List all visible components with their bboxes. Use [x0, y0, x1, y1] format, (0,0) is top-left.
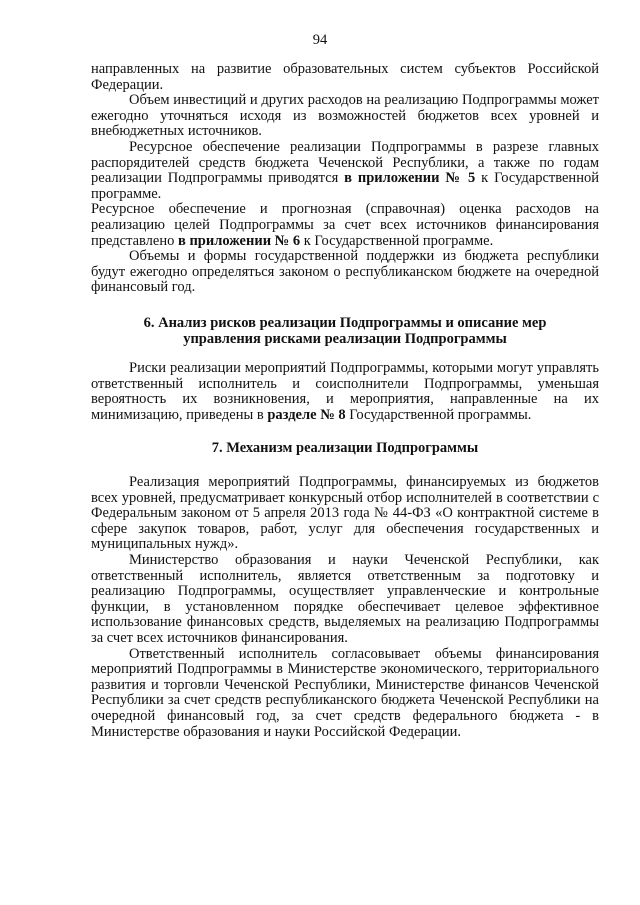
page-number: 94	[312, 32, 328, 48]
paragraph-3-text-a: Ресурсное обеспечение реализации Подпрограммы в разрезе главных распорядителей средств бюджета Чеченской Республики, а также по годам реализации Подпрограммы приводятся	[91, 138, 599, 187]
paragraph-8: Министерство образования и науки Чеченской Республики, как ответственный исполнитель, является ответственным за подготовку и реализацию Подпрограммы, осуществляет управленческие и контрольные функции, в установленном порядке обеспечивает целевое эффективное использование финансовых средств, выделяемых на реализацию Подпрограммы за счет всех источников финансирования.	[91, 552, 599, 646]
paragraph-9: Ответственный исполнитель согласовывает объемы финансирования мероприятий Подпрограммы в Министерстве экономического, территориального развития и торговли Чеченской Республики, Министерстве финансов Чеченской Республики за счет средств республиканского бюджета Чеченской Республики на очередной финансовый год, за счет средств федерального бюджета - в Министерстве образования и науки Российской Федерации.	[91, 645, 599, 740]
section-6-heading-line-2: управления рисками реализации Подпрограммы	[183, 330, 507, 347]
section-6-heading-line-1: 6. Анализ рисков реализации Подпрограммы и описание мер	[143, 314, 547, 331]
paragraph-6	[91, 361, 599, 423]
paragraph-1: направленных на развитие образовательных систем субъектов Российской Федерации.	[91, 61, 599, 93]
paragraph-4-text-c: к Государственной программе.	[300, 232, 494, 249]
appendix-5-reference: в приложении № 5	[344, 170, 476, 187]
section-6-heading	[91, 316, 599, 347]
paragraph-6-text-c: Государственной программы.	[345, 406, 532, 423]
paragraph-4	[91, 202, 599, 249]
paragraph-3	[91, 140, 599, 202]
section-7-heading: 7. Механизм реализации Подпрограммы	[211, 440, 479, 457]
paragraph-6-text-a: Риски реализации мероприятий Подпрограммы, которыми могут управлять ответственный исполнитель и соисполнители Подпрограммы, уменьшая вероятность их возникновения, и мероприятия, направленные на их минимизацию, приведены в	[91, 360, 599, 423]
paragraph-3-text-c: к Государственной программе.	[91, 170, 599, 202]
paragraph-2: Объем инвестиций и других расходов на реализацию Подпрограммы может ежегодно уточняться исходя из возможностей бюджетов всех уровней и внебюджетных источников.	[91, 92, 599, 140]
appendix-6-reference: в приложении № 6	[177, 232, 301, 249]
page-content	[91, 62, 599, 740]
section-8-reference: разделе № 8	[267, 406, 346, 423]
paragraph-7: Реализация мероприятий Подпрограммы, финансируемых из бюджетов всех уровней, предусматривает конкурсный отбор исполнителей в соответствии с Федеральным законом от 5 апреля 2013 года № 44-ФЗ «О контрактной системе в сфере закупок товаров, работ, услуг для обеспечения государственных и муниципальных нужд».	[91, 474, 599, 553]
paragraph-4-text-a: Ресурсное обеспечение и прогнозная (справочная) оценка расходов на реализацию целей Подпрограммы за счет всех источников финансирования представлено	[91, 201, 599, 249]
paragraph-5: Объемы и формы государственной поддержки из бюджета республики будут ежегодно определяться законом о республиканском бюджете на очередной финансовый год.	[91, 248, 599, 296]
